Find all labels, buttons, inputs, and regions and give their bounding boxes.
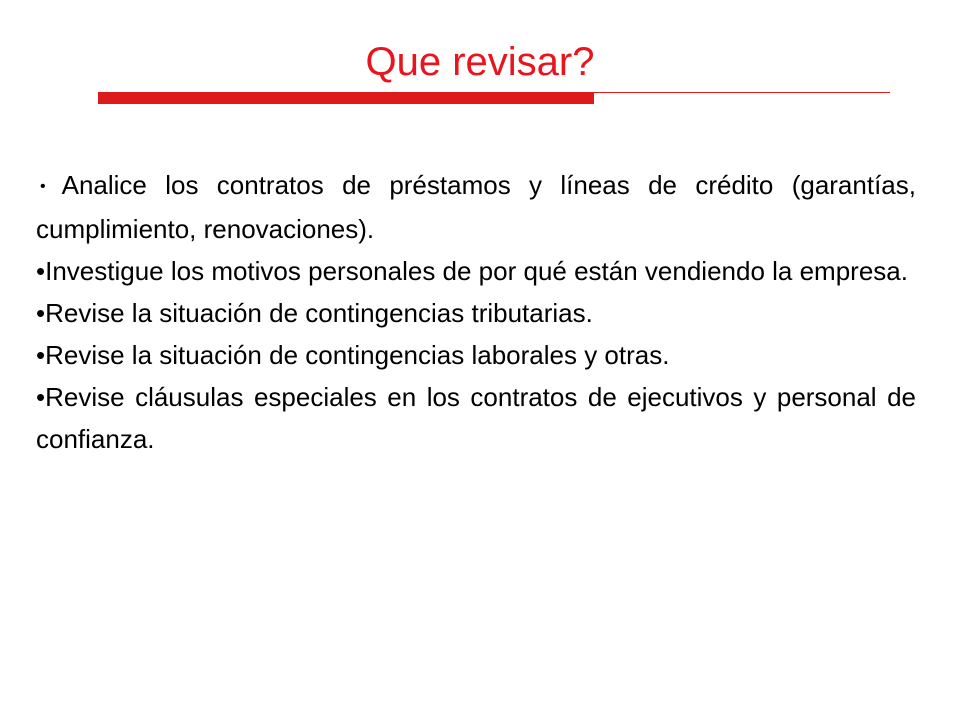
- bullet-text: Investigue los motivos personales de por qué están vendiendo la empresa.: [45, 256, 908, 287]
- bullet-item: [36, 250, 916, 292]
- bullet-text: Revise la situación de contingencias laborales y otras.: [45, 340, 670, 371]
- bullet-mark: •: [36, 340, 46, 371]
- bullet-item: [36, 334, 916, 376]
- bullet-list: [36, 164, 916, 460]
- bullet-item: [36, 292, 916, 334]
- title-underline-rule: [594, 92, 890, 93]
- title-underline-bar: [98, 92, 594, 104]
- bullet-mark: •: [36, 382, 46, 413]
- bullet-text: Analice los contratos de préstamos y líneas de crédito (garantías, cumplimiento, renovaciones).: [36, 170, 916, 245]
- bullet-mark: •: [36, 256, 46, 287]
- bullet-text: Revise la situación de contingencias tributarias.: [45, 298, 593, 329]
- slide-title: Que revisar?: [365, 40, 595, 84]
- bullet-item: [36, 376, 916, 460]
- bullet-text: Revise cláusulas especiales en los contratos de ejecutivos y personal de confianza.: [36, 382, 916, 455]
- bullet-item: [36, 164, 916, 250]
- bullet-mark: •: [36, 298, 46, 329]
- bullet-mark: •: [40, 178, 46, 196]
